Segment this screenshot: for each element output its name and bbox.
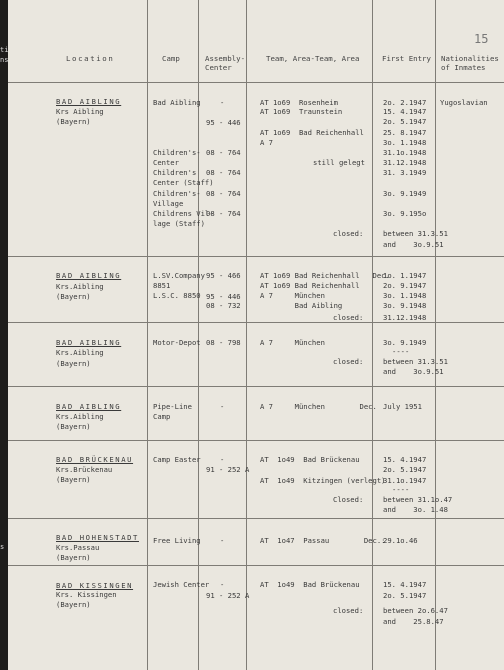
team-text: A 7 München xyxy=(260,291,325,300)
margin-fragment: ns xyxy=(0,56,9,64)
entry-date: 3o. 9.1949 xyxy=(383,189,427,198)
entry-date: July 1951 xyxy=(383,402,422,411)
assembly-text: 91 - 252 A xyxy=(206,591,250,600)
location-district: Krs.Aibling xyxy=(56,282,104,291)
assembly-text: 95 - 466 xyxy=(206,271,241,280)
assembly-text: - xyxy=(220,580,225,589)
assembly-text: 91 - 252 A xyxy=(206,465,250,474)
column-rule xyxy=(435,0,436,670)
team-text: AT 1o49 Bad Brückenau xyxy=(260,580,360,589)
entry-date: 31. 3.1949 xyxy=(383,168,427,177)
location-state: (Bayern) xyxy=(56,117,91,126)
column-rule xyxy=(246,0,247,670)
camp-text: Camp xyxy=(153,412,171,421)
team-text: AT 1o69 Traunstein xyxy=(260,107,343,116)
team-text: AT 1o69 Bad Reichenhall xyxy=(260,128,364,137)
assembly-text: 08 - 732 xyxy=(206,301,241,310)
header-camp: Camp xyxy=(162,54,180,63)
assembly-text: 95 - 446 xyxy=(206,118,241,127)
closed-label: closed: xyxy=(333,357,364,366)
location-state: (Bayern) xyxy=(56,475,91,484)
closed-label: Closed: xyxy=(333,495,364,504)
team-text: AT 1o69 Bad Reichenhall xyxy=(260,281,360,290)
location-state: (Bayern) xyxy=(56,422,91,431)
entry-date: and 3o. 1.48 xyxy=(383,505,448,514)
document-page xyxy=(8,0,504,670)
margin-fragment: s xyxy=(0,543,5,551)
left-margin xyxy=(0,0,8,670)
location-state: (Bayern) xyxy=(56,359,91,368)
entry-date: between 31.3.51 xyxy=(383,357,448,366)
row-rule xyxy=(8,322,504,323)
entry-date: 2o. 5.1947 xyxy=(383,117,427,126)
location-town: BAD AIBLING xyxy=(56,97,122,106)
assembly-text: 08 - 798 xyxy=(206,338,241,347)
assembly-text: - xyxy=(220,402,225,411)
closed-label: closed: xyxy=(333,606,364,615)
location-district: Krs.Brückenau xyxy=(56,465,113,474)
entry-date: between 2o.6.47 xyxy=(383,606,448,615)
camp-text: lage (Staff) xyxy=(153,219,205,228)
entry-date: 3o. 9.1948 xyxy=(383,301,427,310)
page-number: 15 xyxy=(474,32,489,46)
location-state: (Bayern) xyxy=(56,600,91,609)
entry-date: 3o. 1.1948 xyxy=(383,138,427,147)
closed-label: closed: xyxy=(333,313,364,322)
camp-text: Jewish Center xyxy=(153,580,210,589)
team-text: A 7 xyxy=(260,138,273,147)
location-district: Krs Aibling xyxy=(56,107,104,116)
entry-date: 2o. 5.1947 xyxy=(383,465,427,474)
assembly-text: 08 - 764 xyxy=(206,189,241,198)
camp-text: Camp Easter xyxy=(153,455,201,464)
camp-text: Children's- xyxy=(153,189,201,198)
location-town: BAD AIBLING xyxy=(56,338,122,347)
header-team-area: Team, Area-Team, Area xyxy=(266,54,360,63)
entry-date: 3o. 9.195o xyxy=(383,209,427,218)
team-text: AT 1o47 Passau Dec.: xyxy=(260,536,386,545)
entry-date: 3o. 1.1948 xyxy=(383,291,427,300)
entry-date: 2o. 5.1947 xyxy=(383,591,427,600)
assembly-text: 08 - 764 xyxy=(206,148,241,157)
entry-date: 31.12.1948 xyxy=(383,313,427,322)
location-town: BAD AIBLING xyxy=(56,271,122,280)
assembly-text: - xyxy=(220,98,225,107)
location-town: BAD HOHENSTADT xyxy=(56,533,139,542)
entry-date: 2o. 2.1947 xyxy=(383,98,427,107)
row-rule xyxy=(8,565,504,566)
team-text: AT 1o49 Kitzingen (verlegt) xyxy=(260,476,386,485)
entry-date: 29.1o.46 xyxy=(383,536,418,545)
location-town: BAD AIBLING xyxy=(56,402,122,411)
header-location: Location xyxy=(66,54,115,63)
row-rule xyxy=(8,386,504,387)
team-text: AT 1o69 Rosenheim xyxy=(260,98,338,107)
camp-text: Free Living xyxy=(153,536,201,545)
location-district: Krs.Passau xyxy=(56,543,100,552)
dash-mark: ---- xyxy=(392,485,410,494)
location-district: Krs.Aibling xyxy=(56,412,104,421)
entry-date: and 25.8.47 xyxy=(383,617,444,626)
entry-date: and 3o.9.51 xyxy=(383,240,444,249)
entry-date: 25. 8.1947 xyxy=(383,128,427,137)
team-text: A 7 München Dec. xyxy=(260,402,377,411)
team-text: A 7 München xyxy=(260,338,325,347)
entry-date: 15. 4.1947 xyxy=(383,455,427,464)
camp-text: L.SV.Company xyxy=(153,271,205,280)
team-text: still gelegt xyxy=(313,158,365,167)
camp-text: Center xyxy=(153,158,179,167)
camp-text: L.S.C. 8850 xyxy=(153,291,201,300)
assembly-text: 08 - 764 xyxy=(206,209,241,218)
location-state: (Bayern) xyxy=(56,292,91,301)
assembly-text: - xyxy=(220,536,225,545)
header-nationalities: Nationalities of Inmates xyxy=(441,54,499,73)
column-rule xyxy=(147,0,148,670)
row-rule xyxy=(8,82,504,83)
camp-text: Center (Staff) xyxy=(153,178,214,187)
column-rule xyxy=(372,0,373,670)
team-text: AT 1o69 Bad Reichenhall Dec. xyxy=(260,271,390,280)
camp-text: Pipe-Line xyxy=(153,402,192,411)
team-text: AT 1o49 Bad Brückenau xyxy=(260,455,360,464)
location-town: BAD KISSINGEN xyxy=(56,581,134,590)
header-first-entry: First Entry xyxy=(382,54,431,63)
entry-date: 2o. 9.1947 xyxy=(383,281,427,290)
location-state: (Bayern) xyxy=(56,553,91,562)
row-rule xyxy=(8,256,504,257)
entry-date: 3o. 9.1949 xyxy=(383,338,427,347)
entry-date: between 31.3.51 xyxy=(383,229,448,238)
margin-fragment: ti xyxy=(0,46,9,54)
location-town: BAD BRÜCKENAU xyxy=(56,455,134,464)
assembly-text: 08 - 764 xyxy=(206,168,241,177)
row-rule xyxy=(8,440,504,441)
camp-text: 8851 xyxy=(153,281,171,290)
entry-date: 31.12.1948 xyxy=(383,158,427,167)
camp-text: Children's xyxy=(153,168,197,177)
closed-label: closed: xyxy=(333,229,364,238)
header-assembly-center: Assembly- Center xyxy=(205,54,246,73)
dash-mark: ---- xyxy=(392,347,410,356)
camp-text: Village xyxy=(153,199,184,208)
row-rule xyxy=(8,518,504,519)
entry-date: 1o. 1.1947 xyxy=(383,271,427,280)
entry-date: 15. 4.1947 xyxy=(383,107,427,116)
camp-text: Children's- xyxy=(153,148,201,157)
entry-date: 15. 4.1947 xyxy=(383,580,427,589)
assembly-text: - xyxy=(220,455,225,464)
entry-date: 31.1o.1947 xyxy=(383,476,427,485)
assembly-text: 95 - 446 xyxy=(206,292,241,301)
nationality: Yugoslavian xyxy=(440,98,488,107)
entry-date: between 31.1o.47 xyxy=(383,495,453,504)
camp-text: Motor-Depot xyxy=(153,338,201,347)
camp-text: Bad Aibling xyxy=(153,98,201,107)
location-district: Krs.Aibling xyxy=(56,348,104,357)
camp-text: Childrens Vil- xyxy=(153,209,214,218)
entry-date: and 3o.9.51 xyxy=(383,367,444,376)
entry-date: 31.1o.1948 xyxy=(383,148,427,157)
team-text: Bad Aibling xyxy=(260,301,343,310)
location-district: Krs. Kissingen xyxy=(56,590,117,599)
